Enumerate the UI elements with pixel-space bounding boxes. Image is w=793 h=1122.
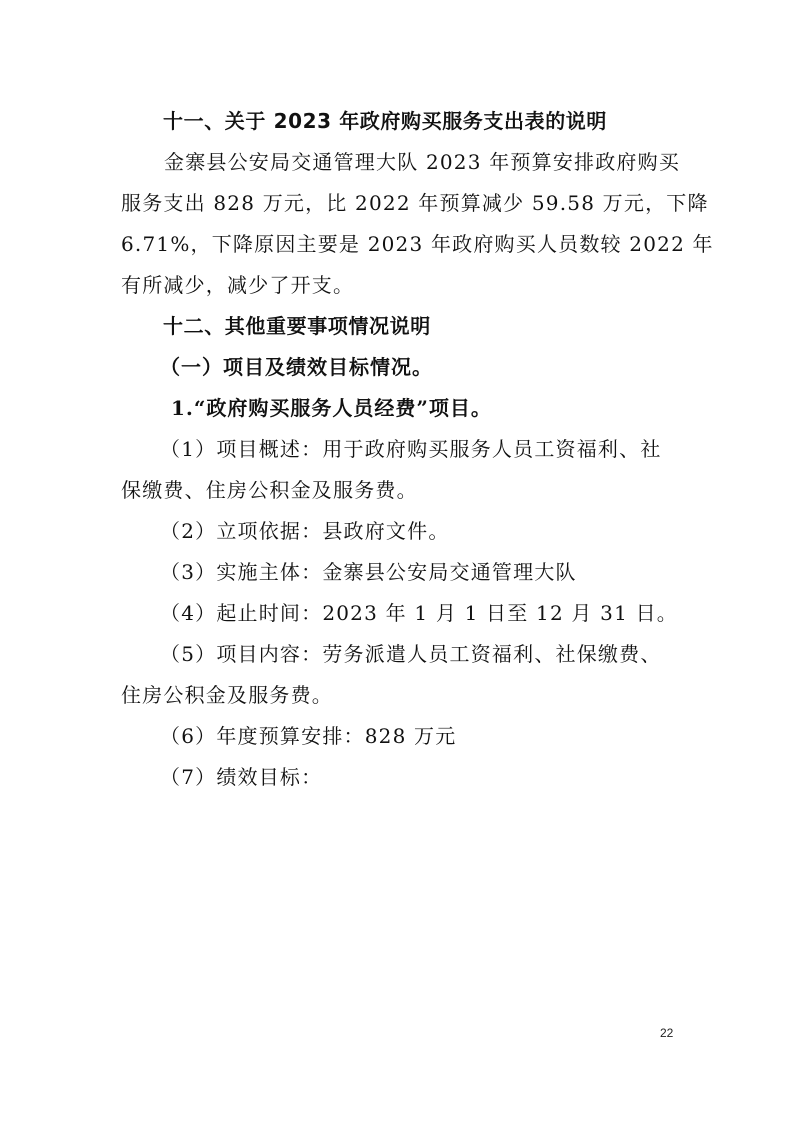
list-item: （4）起止时间：2023 年 1 月 1 日至 12 月 31 日。 [160,601,678,625]
section-12-heading: 十二、其他重要事项情况说明 [163,314,431,338]
paragraph-line: 有所减少，减少了开支。 [121,273,355,297]
paragraph-line: 服务支出 828 万元，比 2022 年预算减少 59.58 万元，下降 [121,191,709,215]
list-item: （6）年度预算安排：828 万元 [160,724,457,748]
list-item-continuation: 保缴费、住房公积金及服务费。 [121,478,418,502]
paragraph-line: 金寨县公安局交通管理大队 2023 年预算安排政府购买 [164,150,681,174]
list-item: （7）绩效目标： [160,765,323,789]
subsection-heading: （一）项目及绩效目标情况。 [160,355,433,379]
section-11-heading: 十一、关于 2023 年政府购买服务支出表的说明 [163,109,607,133]
page-number: 22 [660,1026,674,1040]
list-item: （5）项目内容：劳务派遣人员工资福利、社保缴费、 [160,642,662,666]
item-heading: 1.“政府购买服务人员经费”项目。 [171,396,492,420]
list-item: （1）项目概述：用于政府购买服务人员工资福利、社 [160,437,662,461]
list-item: （2）立项依据：县政府文件。 [160,519,450,543]
list-item: （3）实施主体：金寨县公安局交通管理大队 [160,560,577,584]
list-item-continuation: 住房公积金及服务费。 [121,683,333,707]
paragraph-line: 6.71%，下降原因主要是 2023 年政府购买人员数较 2022 年 [121,232,714,256]
